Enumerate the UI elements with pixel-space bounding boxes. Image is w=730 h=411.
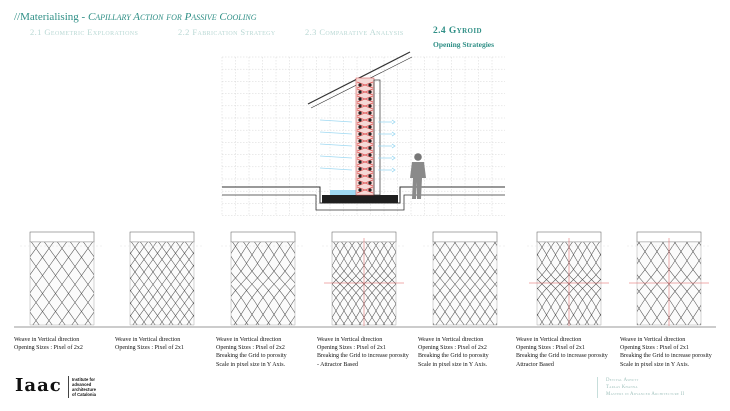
caption-panel-5: Weave in Vertical direction Opening Sizes : Pixel of 2x2 Breaking the Grid to porosity Scale in pixel size in Y Axis. <box>418 337 489 368</box>
tab-comparative-analysis[interactable]: 2.3 Comparative Analysis <box>305 27 404 37</box>
caption-panel-7: Weave in Vertical direction Opening Sizes : Pixel of 2x1 Breaking the Grid to increase porosity Scale in pixel size in Y Axis. <box>620 337 712 368</box>
tab-gyroid[interactable]: 2.4 Gyroid <box>433 26 482 36</box>
tab-subtitle: Opening Strategies <box>433 40 495 49</box>
tab-geometric-explorations[interactable]: 2.1 Geometric Explorations <box>30 27 139 37</box>
caption-panel-4: Weave in Vertical direction Opening Sizes : Pixel of 2x1 Breaking the Grid to increase porosity - Attractor Based <box>317 337 409 368</box>
credit-program: Masters in Advanced Architecture II <box>606 392 685 397</box>
human-figure <box>410 153 426 199</box>
caption-panel-6: Weave in Vertical direction Opening Sizes : Pixel of 2x1 Breaking the Grid to increase porosity Attractor Based <box>516 337 608 368</box>
logo-mark: Iaac <box>15 375 62 396</box>
caption-panel-1: Weave in Vertical direction Opening Sizes : Pixel of 2x2 <box>14 337 83 352</box>
opening-panels <box>0 228 730 333</box>
gyroid-wall <box>356 78 380 195</box>
title-prefix: //Materialising - <box>14 11 88 23</box>
caption-panel-3: Weave in Vertical direction Opening Sizes : Pixel of 2x2 Breaking the Grid to porosity Scale in pixel size in Y Axis. <box>216 337 287 368</box>
credit-author-1: Deviyal Ashutt <box>606 378 639 383</box>
title-subtitle: Capillary Action for Passive Cooling <box>87 11 257 23</box>
credit-author-2: Tapaas Khanna <box>606 385 638 390</box>
logo-text: Institute for advanced architecture of Catalonia <box>72 377 96 397</box>
tab-fabrication-strategy[interactable]: 2.2 Fabrication Strategy <box>178 27 276 37</box>
iaac-logo <box>15 377 62 395</box>
credits <box>597 377 716 398</box>
caption-panel-2: Weave in Vertical direction Opening Sizes : Pixel of 2x1 <box>115 337 184 352</box>
logo-divider <box>68 376 69 398</box>
